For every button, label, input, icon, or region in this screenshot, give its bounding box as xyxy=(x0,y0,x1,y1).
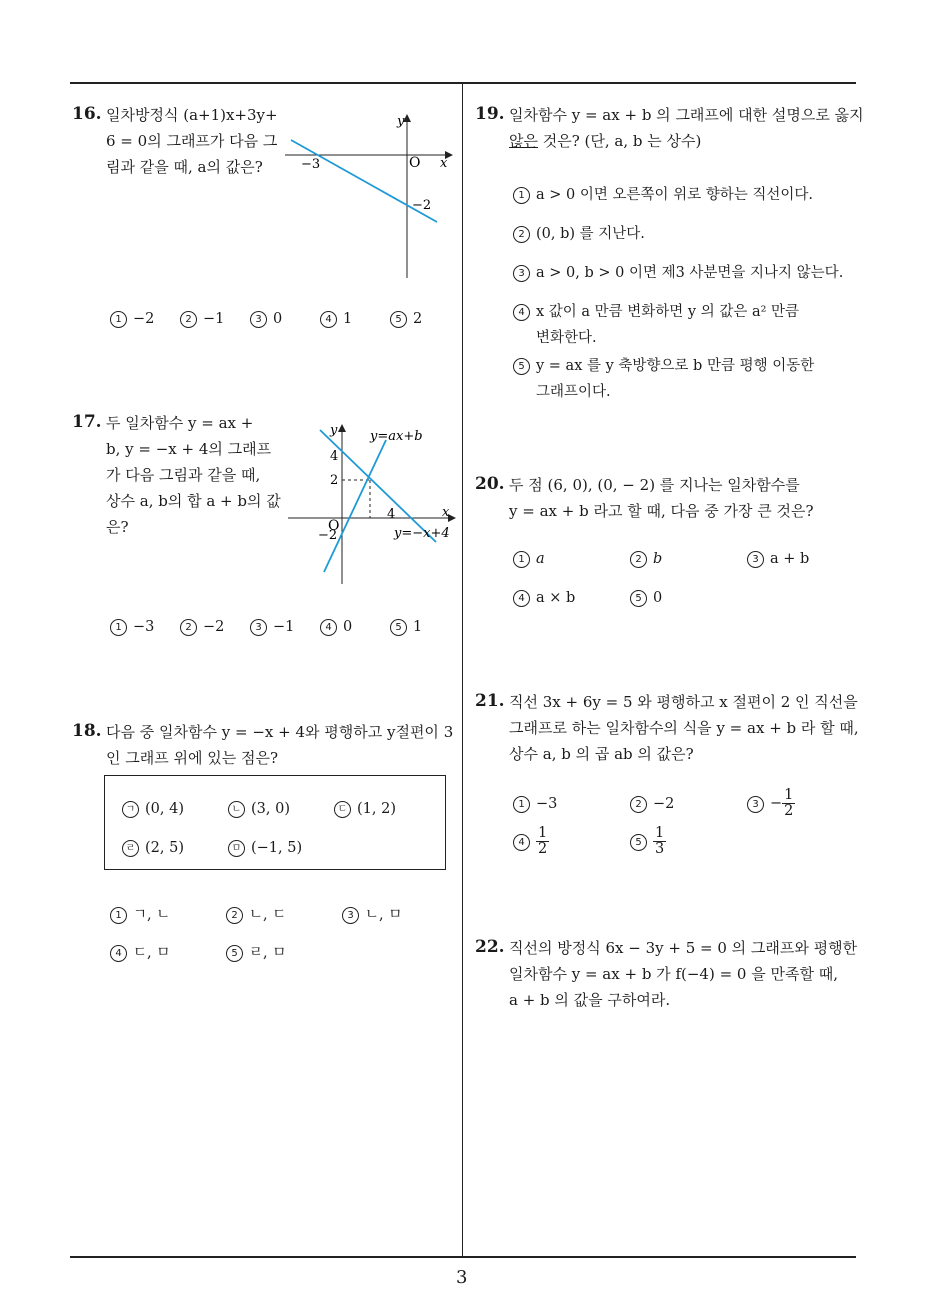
q21-text-line1: 직선 3x + 6y = 5 와 평행하고 x 절편이 2 인 직선을 xyxy=(509,693,858,711)
q19-number: 19. xyxy=(475,104,505,124)
q17-text-line1: 두 일차함수 y = ax + xyxy=(106,414,254,432)
q17-option-4[interactable]: 4 0 xyxy=(320,619,352,636)
q17-option-5[interactable]: 5 1 xyxy=(390,619,422,636)
q16-text-line3: 림과 같을 때, a의 값은? xyxy=(106,158,263,176)
q17-number: 17. xyxy=(72,412,102,432)
q16-origin-label: O xyxy=(409,155,421,171)
q22-text-line1: 직선의 방정식 6x − 3y + 5 = 0 의 그래프와 평행한 xyxy=(509,939,858,957)
q19-option-5[interactable]: 5 y = ax 를 y 축방향으로 b 만큼 평행 이동한 xyxy=(513,354,814,375)
q17-graph xyxy=(288,418,458,588)
q19-underlined-word: 않은 xyxy=(509,132,538,150)
q20-option-2[interactable]: 2 b xyxy=(630,551,662,568)
q18-text-line2: 인 그래프 위에 있는 점은? xyxy=(106,749,279,767)
q19-option-5-cont: 그래프이다. xyxy=(536,384,611,400)
q16-text-line2: 6 = 0의 그래프가 다음 그 xyxy=(106,132,278,150)
q16-graph xyxy=(285,108,455,280)
q19-option-4-cont: 변화한다. xyxy=(536,330,597,346)
q17-tick-neg2-y: −2 xyxy=(318,528,338,543)
q20-option-3[interactable]: 3 a + b xyxy=(747,551,809,568)
q19-option-4[interactable]: 4 x 값이 a 만큼 변화하면 y 의 값은 a² 만큼 xyxy=(513,300,799,321)
q20-option-5[interactable]: 5 0 xyxy=(630,590,662,607)
q17-label-line-ax-b: y=ax+b xyxy=(370,429,423,444)
q22-number: 22. xyxy=(475,937,505,957)
q18-option-1[interactable]: 1 ㄱ, ㄴ xyxy=(110,903,170,924)
q17-tick-4-y: 4 xyxy=(330,449,339,464)
q20-number: 20. xyxy=(475,474,505,494)
q18-point-d: ㄹ (2, 5) xyxy=(122,840,184,857)
q17-origin-label: O xyxy=(328,518,340,534)
q17-y-axis-label: y xyxy=(330,423,338,438)
q19-option-2[interactable]: 2 (0, b) 를 지난다. xyxy=(513,222,645,243)
q17-tick-2-y: 2 xyxy=(330,473,339,488)
q18-point-a: ㄱ (0, 4) xyxy=(122,801,184,818)
q18-option-3[interactable]: 3 ㄴ, ㅁ xyxy=(342,903,402,924)
q19-text-line1: 일차함수 y = ax + b 의 그래프에 대한 설명으로 옳지 xyxy=(509,106,864,124)
q21-option-3-fraction: $\frac{1}{2}$ xyxy=(784,787,794,819)
q20-option-1[interactable]: 1 a xyxy=(513,551,545,568)
q16-x-intercept-label: −3 xyxy=(301,157,321,172)
q16-x-axis-label: x xyxy=(440,156,448,171)
q17-x-axis-label: x xyxy=(442,505,450,520)
q17-option-3[interactable]: 3 −1 xyxy=(250,619,294,636)
q17-option-2[interactable]: 2 −2 xyxy=(180,619,224,636)
q19-text-line2: 않은 것은? (단, a, b 는 상수) xyxy=(509,132,702,150)
q20-text-line1: 두 점 (6, 0), (0, − 2) 를 지나는 일차함수를 xyxy=(509,476,800,494)
q16-number: 16. xyxy=(72,104,102,124)
q20-text-line2: y = ax + b 라고 할 때, 다음 중 가장 큰 것은? xyxy=(509,502,814,520)
q22-text-line2: 일차함수 y = ax + b 가 f(−4) = 0 을 만족할 때, xyxy=(509,965,838,983)
q16-option-5[interactable]: 5 2 xyxy=(390,311,422,328)
q17-tick-4-x: 4 xyxy=(387,507,396,522)
q22-text-line3: a + b 의 값을 구하여라. xyxy=(509,991,671,1009)
q21-number: 21. xyxy=(475,691,505,711)
center-divider xyxy=(462,82,463,1257)
q16-y-intercept-label: −2 xyxy=(412,198,432,213)
q16-option-1[interactable]: 1 −2 xyxy=(110,311,154,328)
q21-option-5[interactable]: 5 $\frac{1}{3}$ xyxy=(630,826,666,857)
q18-point-c: ㄷ (1, 2) xyxy=(334,801,396,818)
q18-option-2[interactable]: 2 ㄴ, ㄷ xyxy=(226,903,286,924)
q18-option-4[interactable]: 4 ㄷ, ㅁ xyxy=(110,941,170,962)
q16-y-axis-label: y xyxy=(397,114,405,129)
q20-option-4[interactable]: 4 a × b xyxy=(513,590,575,607)
q16-option-2[interactable]: 2 −1 xyxy=(180,311,224,328)
q19-option-1[interactable]: 1 a > 0 이면 오른쪽이 위로 향하는 직선이다. xyxy=(513,183,813,204)
q17-text-line2: b, y = −x + 4의 그래프 xyxy=(106,440,272,458)
q21-option-2[interactable]: 2 −2 xyxy=(630,796,674,813)
q18-point-e: ㅁ (−1, 5) xyxy=(228,840,302,857)
q21-option-4[interactable]: 4 $\frac{1}{2}$ xyxy=(513,826,549,857)
q18-text-line1: 다음 중 일차함수 y = −x + 4와 평행하고 y절편이 3 xyxy=(106,723,454,741)
q18-number: 18. xyxy=(72,721,102,741)
q17-text-line4: 상수 a, b의 합 a + b의 값 xyxy=(106,492,281,510)
page-number: 3 xyxy=(456,1267,468,1288)
q21-option-3[interactable]: 3 − $\frac{1}{2}$ xyxy=(747,788,795,819)
q21-text-line2: 그래프로 하는 일차함수의 식을 y = ax + b 라 할 때, xyxy=(509,719,859,737)
q21-text-line3: 상수 a, b 의 곱 ab 의 값은? xyxy=(509,745,694,763)
q19-option-3[interactable]: 3 a > 0, b > 0 이면 제3 사분면을 지나지 않는다. xyxy=(513,261,843,282)
q16-option-4[interactable]: 4 1 xyxy=(320,311,352,328)
q21-option-5-fraction: $\frac{1}{3}$ xyxy=(655,825,665,857)
q17-option-1[interactable]: 1 −3 xyxy=(110,619,154,636)
q18-point-b: ㄴ (3, 0) xyxy=(228,801,290,818)
q17-text-line3: 가 다음 그림과 같을 때, xyxy=(106,466,261,484)
q16-text-line1: 일차방정식 (a+1)x+3y+ xyxy=(106,106,278,124)
q17-text-line5: 은? xyxy=(106,518,129,536)
q17-label-line-neg-x-4: y=−x+4 xyxy=(394,526,450,541)
q18-option-5[interactable]: 5 ㄹ, ㅁ xyxy=(226,941,286,962)
bottom-rule xyxy=(70,1256,856,1258)
q16-option-3[interactable]: 3 0 xyxy=(250,311,282,328)
q21-option-1[interactable]: 1 −3 xyxy=(513,796,557,813)
q21-option-4-fraction: $\frac{1}{2}$ xyxy=(538,825,548,857)
